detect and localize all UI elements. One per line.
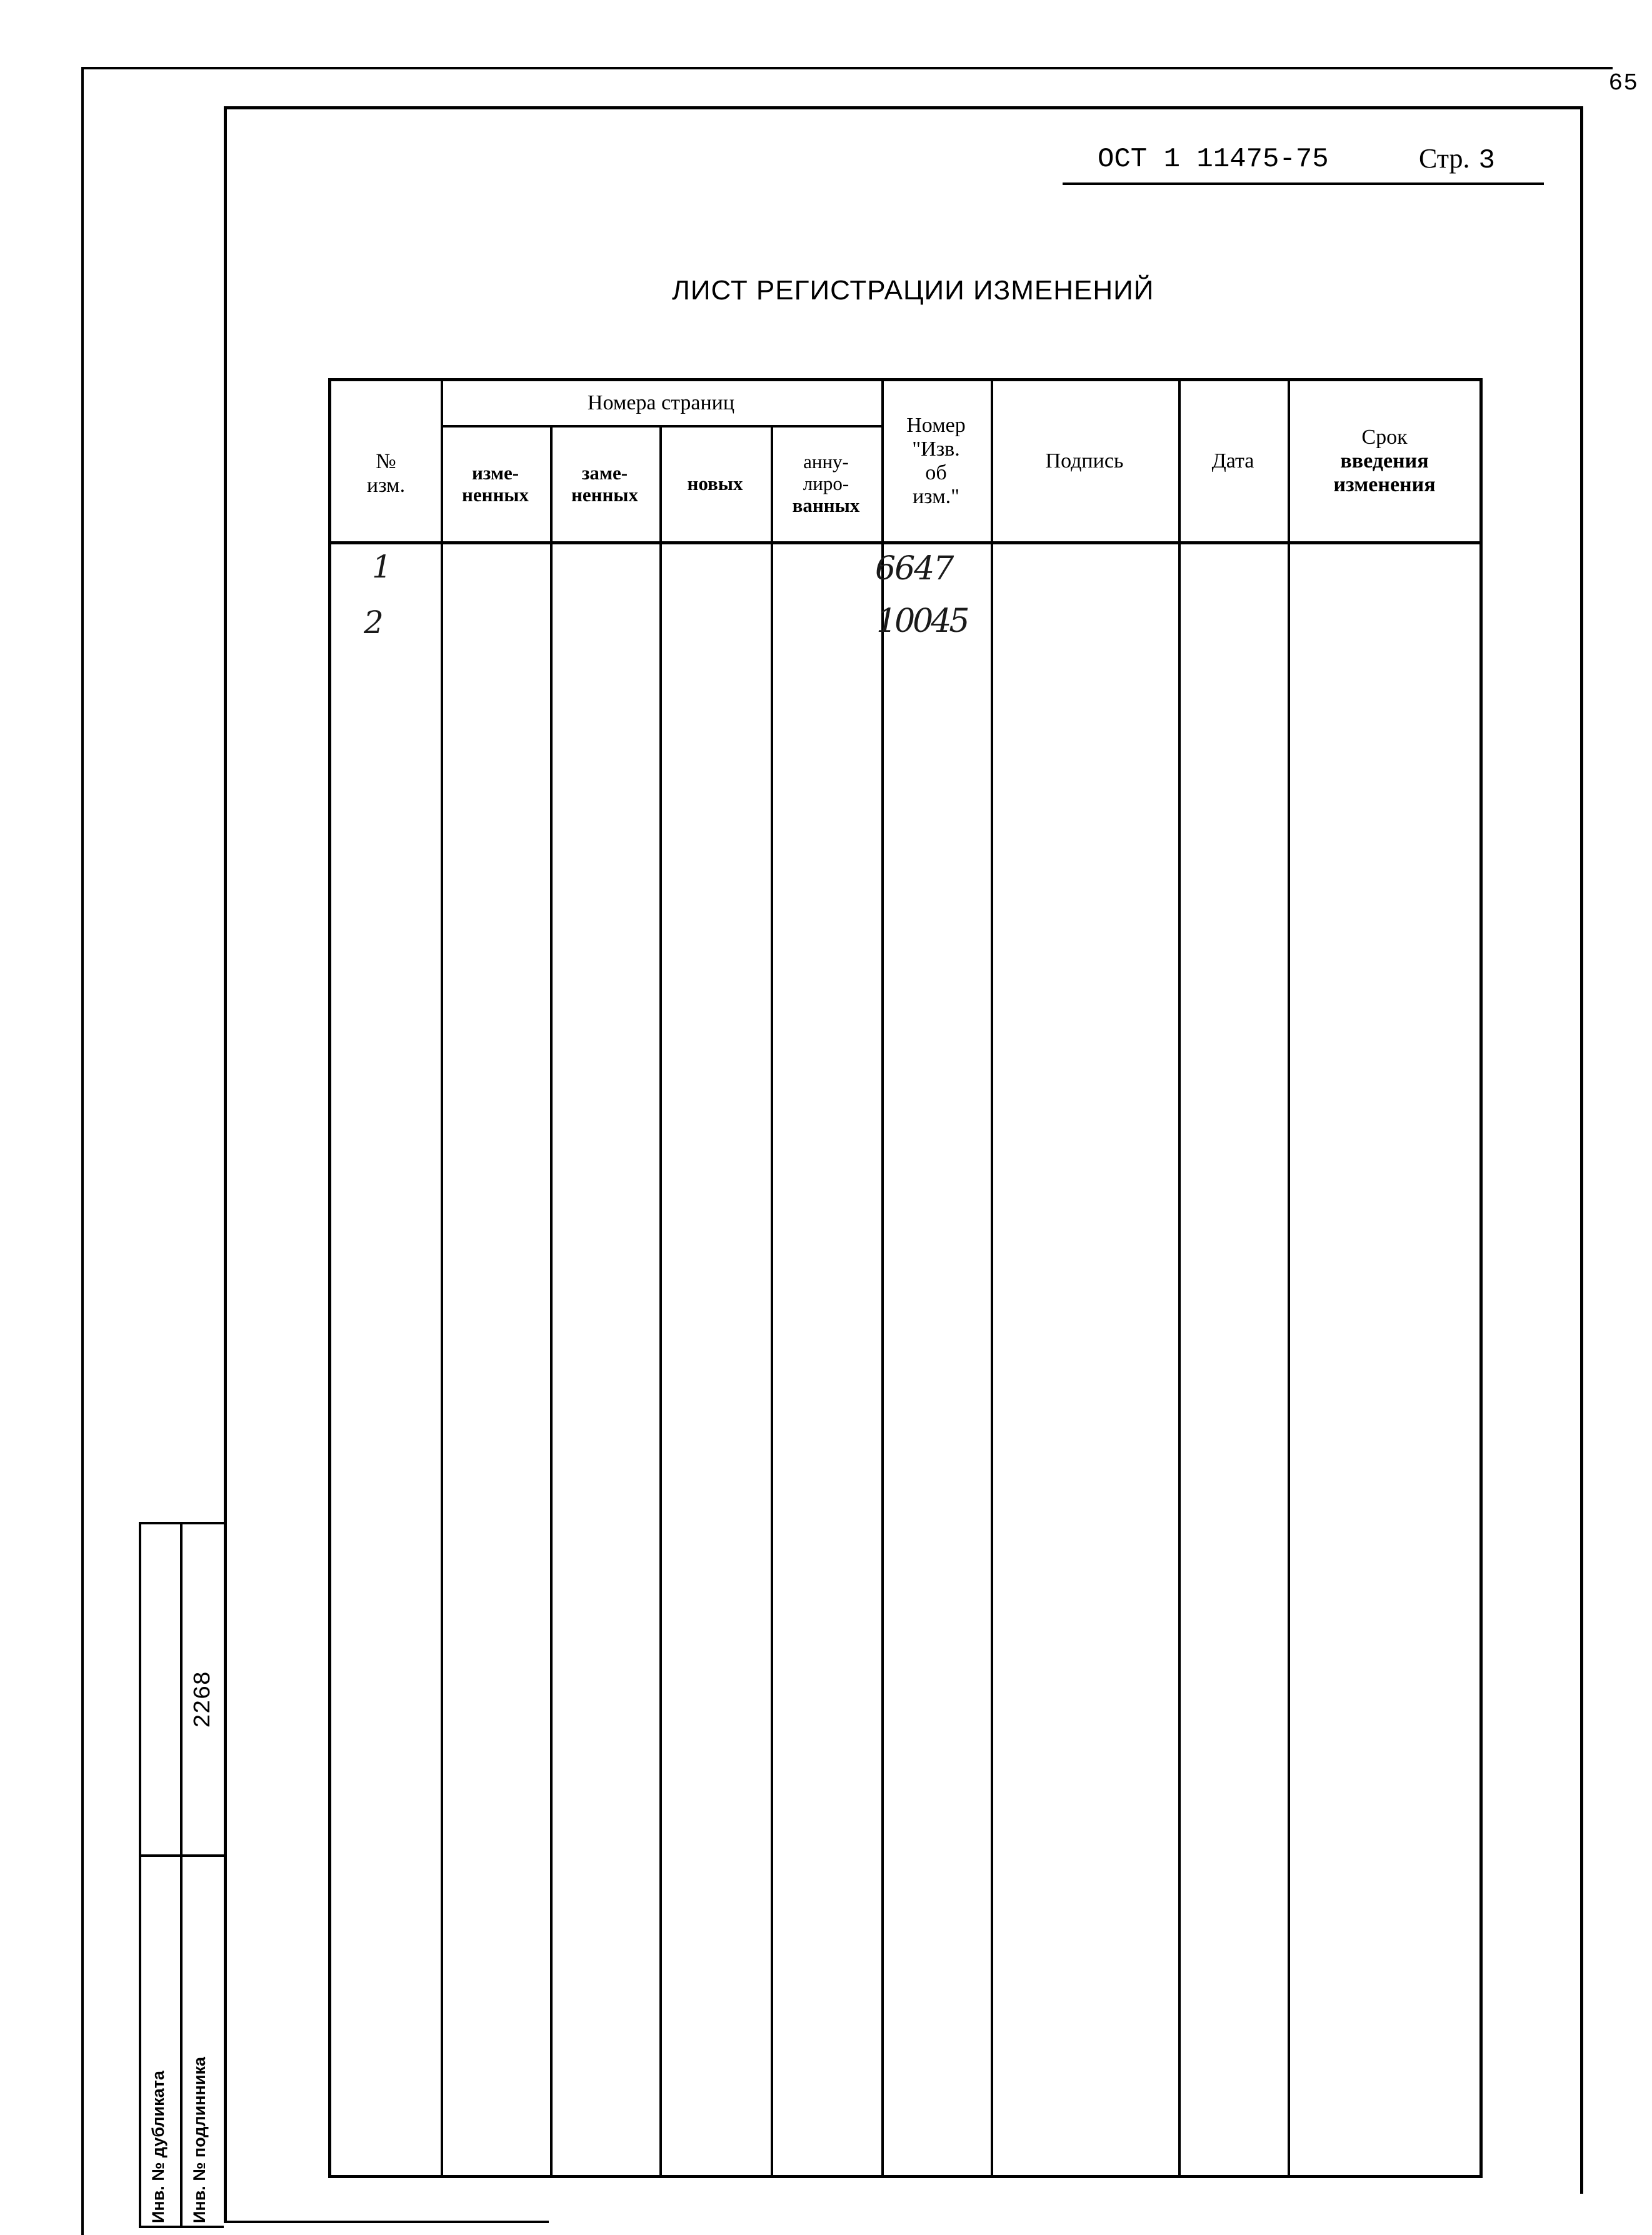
header-date: Дата bbox=[1211, 449, 1254, 472]
stamp-divider-vertical bbox=[180, 1522, 183, 2228]
standard-code: ОСТ 1 11475-75 bbox=[1098, 144, 1329, 175]
stamp-border-bottom bbox=[139, 2226, 224, 2228]
change-registration-table bbox=[328, 378, 1483, 2178]
original-inventory-label: Инв. № подлинника bbox=[190, 2057, 209, 2223]
row-2-change-number: 2 bbox=[364, 604, 384, 641]
document-header bbox=[1063, 139, 1544, 185]
header-signature: Подпись bbox=[1045, 449, 1124, 472]
inventory-stamp bbox=[139, 1522, 224, 2228]
inner-frame-top bbox=[225, 106, 1583, 109]
header-changed-pages: изме- ненных bbox=[461, 461, 529, 506]
column-divider bbox=[1288, 381, 1290, 2175]
row-1-change-number: 1 bbox=[372, 549, 392, 585]
page-number: 65 bbox=[1608, 70, 1638, 97]
header-bottom-rule bbox=[331, 541, 1479, 544]
column-divider bbox=[991, 381, 993, 2175]
outer-frame-top bbox=[81, 67, 1613, 69]
header-effective-term: Срок введения изменения bbox=[1333, 425, 1436, 497]
sheet-number: 3 bbox=[1478, 145, 1495, 176]
original-inventory-number: 2268 bbox=[190, 1671, 217, 1728]
column-divider bbox=[550, 427, 553, 2175]
inner-frame-right bbox=[1580, 106, 1583, 2194]
page-title: ЛИСТ РЕГИСТРАЦИИ ИЗМЕНЕНИЙ bbox=[672, 275, 1154, 306]
column-divider bbox=[441, 381, 443, 2175]
inner-frame-left bbox=[224, 106, 227, 2222]
sheet-label: Стр. bbox=[1419, 143, 1470, 174]
row-2-notice-number: 10045 bbox=[876, 602, 968, 640]
header-new-pages: новых bbox=[687, 472, 743, 495]
stamp-border-left bbox=[139, 1522, 141, 2228]
outer-frame-left bbox=[81, 67, 84, 2235]
column-divider bbox=[881, 381, 884, 2175]
column-divider bbox=[659, 427, 662, 2175]
header-change-number: № изм. bbox=[366, 449, 406, 497]
inner-frame-bottom bbox=[224, 2221, 549, 2223]
column-divider bbox=[1178, 381, 1181, 2175]
header-replaced-pages: заме- ненных bbox=[571, 461, 639, 506]
stamp-divider-horizontal bbox=[139, 1854, 224, 1857]
duplicate-inventory-label: Инв. № дубликата bbox=[149, 2071, 168, 2223]
row-1-notice-number: 6647 bbox=[875, 550, 953, 588]
sheet-indicator bbox=[1419, 142, 1495, 176]
column-divider bbox=[771, 427, 773, 2175]
header-notice-number: Номер "Изв. об изм." bbox=[906, 413, 966, 509]
header-annulled-pages: анну- лиро- ванных bbox=[792, 451, 860, 516]
header-page-numbers-group: Номера страниц bbox=[587, 391, 735, 414]
